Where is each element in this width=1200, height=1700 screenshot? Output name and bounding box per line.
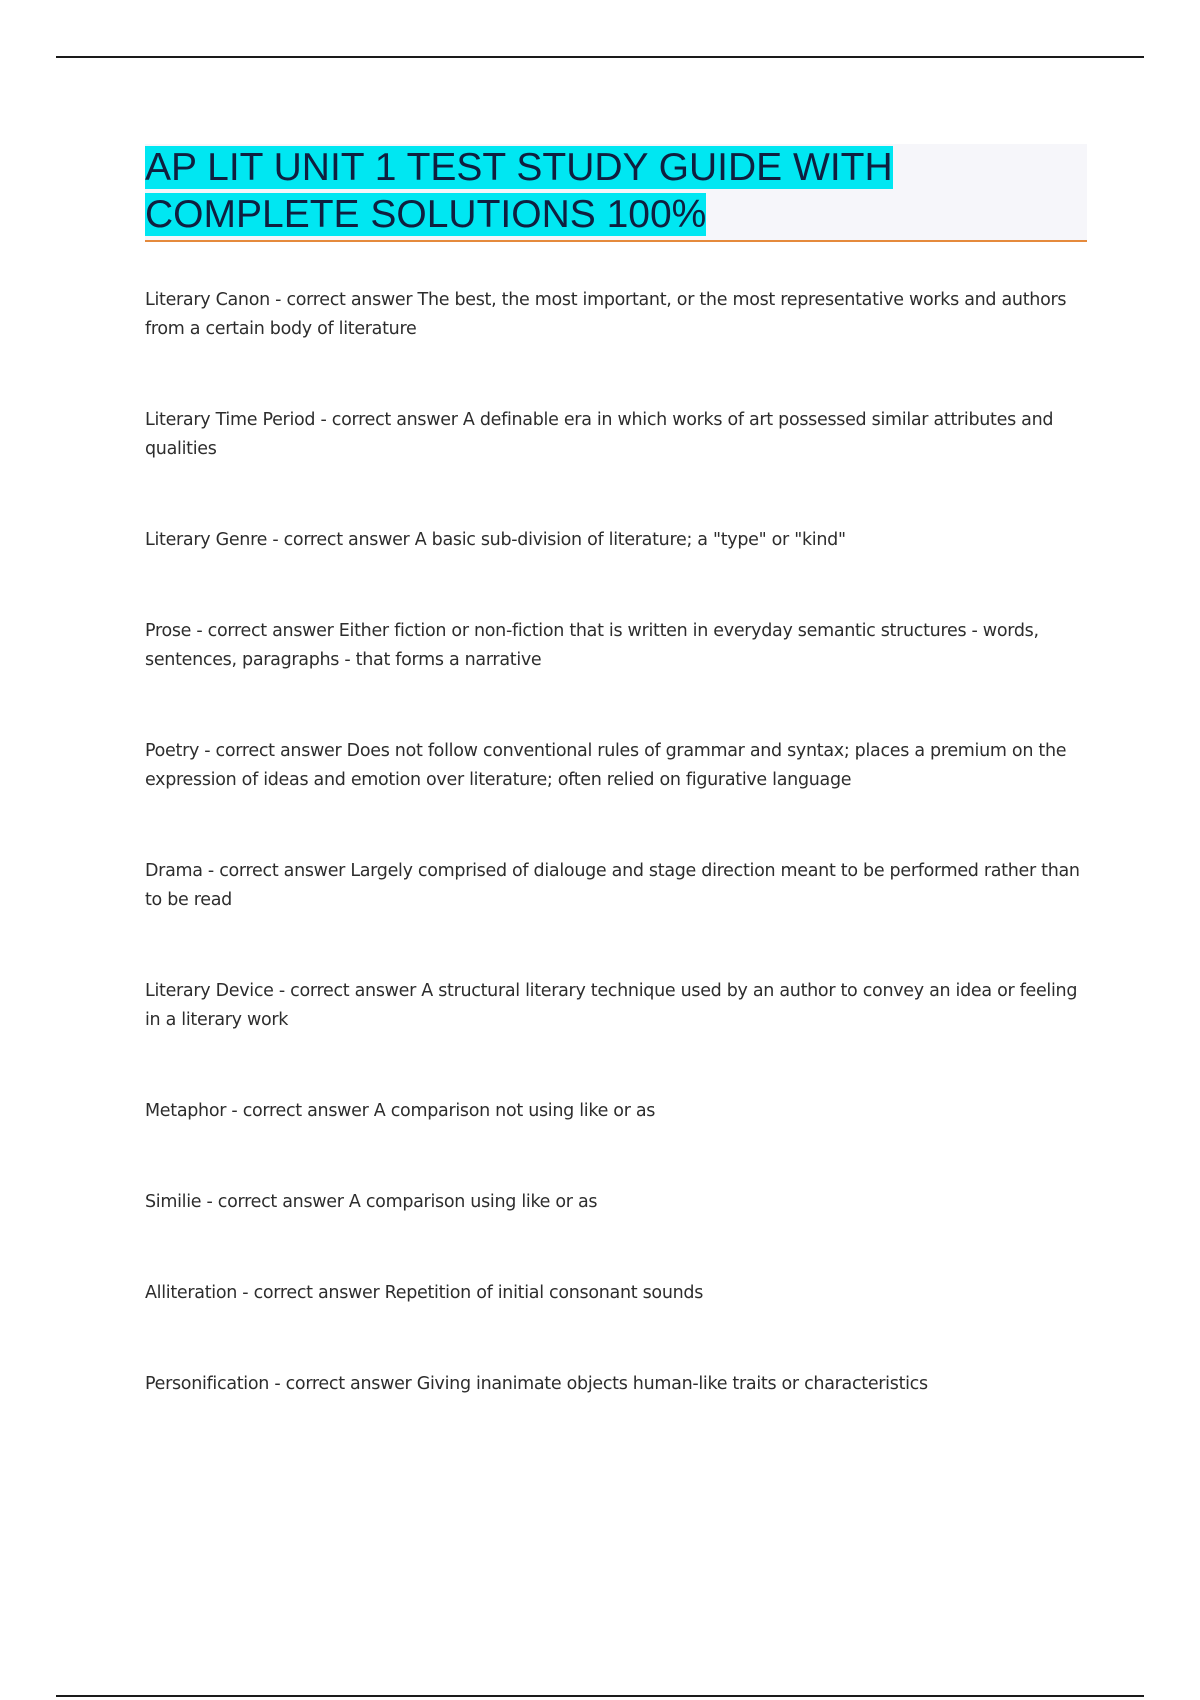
qa-entry-metaphor: Metaphor - correct answer A comparison not using like or as <box>145 1101 656 1121</box>
qa-entry-alliteration: Alliteration - correct answer Repetition of initial consonant sounds <box>145 1283 704 1303</box>
qa-entry-poetry: Poetry - correct answer Does not follow conventional rules of grammar and syntax; places a premium on the expression of ideas and emotion over literature; often relied on figurative language <box>145 741 1067 790</box>
qa-entry-literary-genre: Literary Genre - correct answer A basic sub-division of literature; a "type" or "kind" <box>145 530 846 550</box>
header-rule <box>56 56 1144 58</box>
qa-entry-literary-device: Literary Device - correct answer A structural literary technique used by an author to convey an idea or feeling in a literary work <box>145 981 1078 1030</box>
qa-entry-literary-canon: Literary Canon - correct answer The best, the most important, or the most representative works and authors from a certain body of literature <box>145 290 1067 339</box>
title-line-2: COMPLETE SOLUTIONS 100% <box>145 193 707 236</box>
qa-entry-literary-time-period: Literary Time Period - correct answer A definable era in which works of art possessed similar attributes and qualities <box>145 410 1054 459</box>
page-title <box>145 144 1087 238</box>
title-line-1: AP LIT UNIT 1 TEST STUDY GUIDE WITH <box>145 146 893 189</box>
qa-entry-similie: Similie - correct answer A comparison using like or as <box>145 1192 598 1212</box>
title-block <box>145 144 1087 242</box>
qa-list <box>145 286 1090 1461</box>
qa-entry-prose: Prose - correct answer Either fiction or non-fiction that is written in everyday semantic structures - words, sentences, paragraphs - that forms a narrative <box>145 621 1039 670</box>
footer-rule <box>56 1695 1144 1697</box>
qa-entry-drama: Drama - correct answer Largely comprised of dialouge and stage direction meant to be performed rather than to be read <box>145 861 1080 910</box>
qa-entry-personification: Personification - correct answer Giving inanimate objects human-like traits or characteristics <box>145 1374 928 1394</box>
